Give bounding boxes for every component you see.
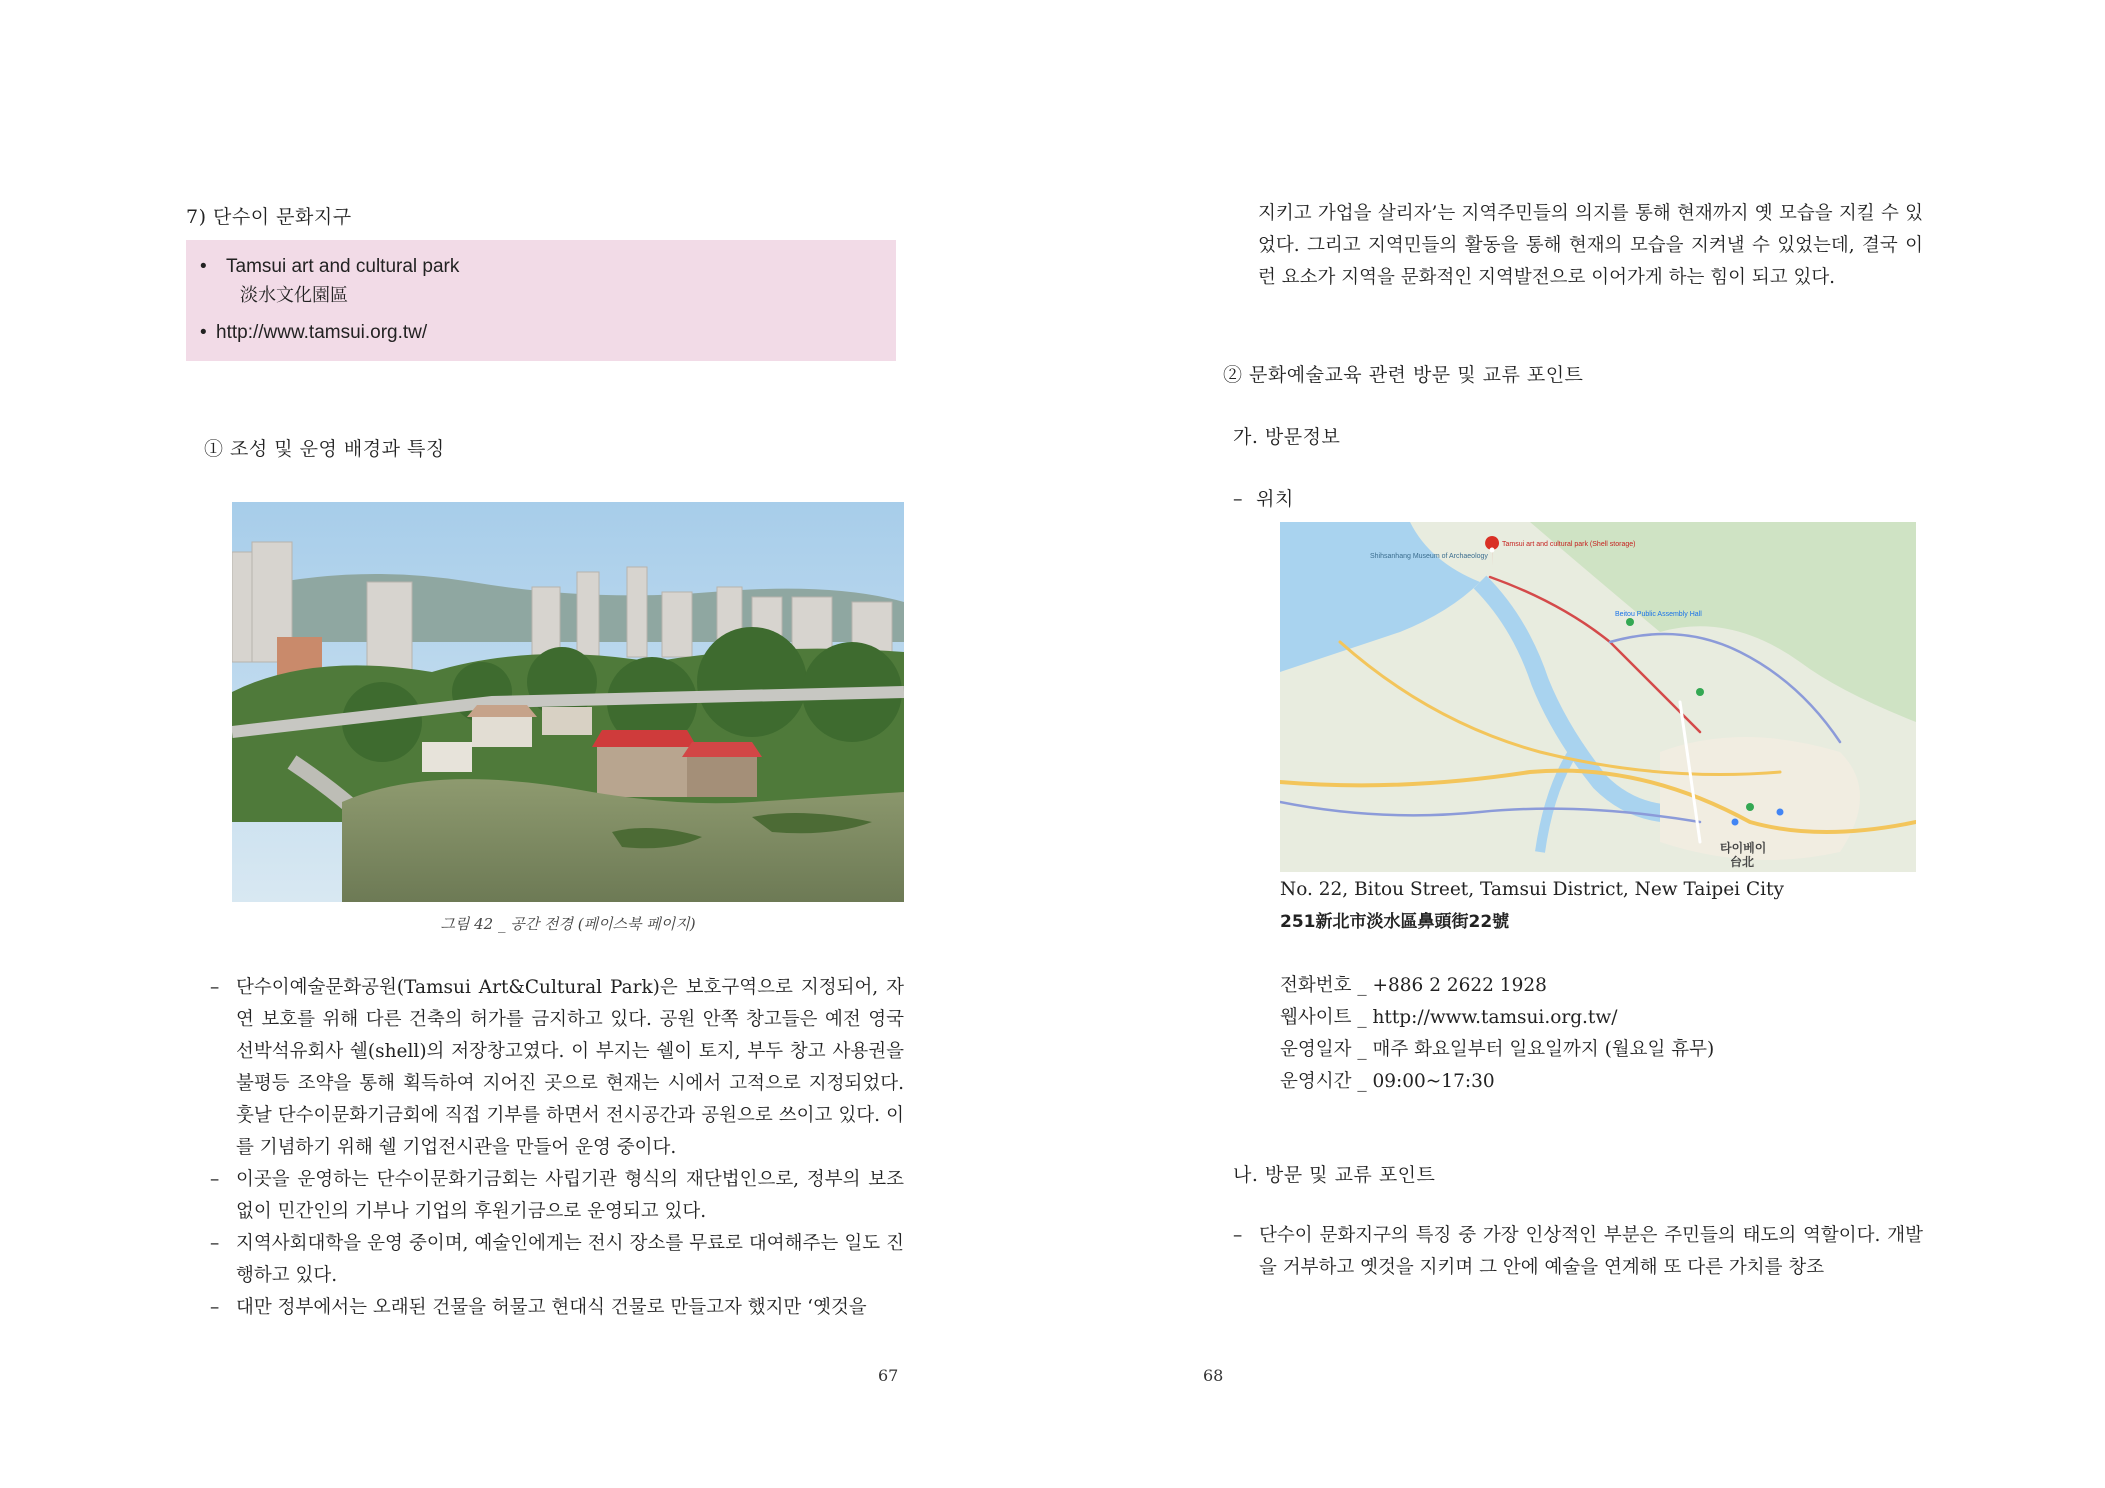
page-number: 67 xyxy=(878,1366,899,1385)
page-number: 68 xyxy=(1203,1366,1224,1385)
list-item: – 대만 정부에서는 오래된 건물을 허물고 현대식 건물로 만들고자 했지만 ‘옛것을 xyxy=(210,1292,904,1324)
figure-caption: 그림 42 _ 공간 전경 (페이스북 페이지) xyxy=(440,915,696,933)
park-photo xyxy=(232,502,904,902)
map-museum-label: Shihsanhang Museum of Archaeology xyxy=(1370,553,1488,560)
continuation-text: 지키고 가업을 살리자’는 지역주민들의 의지를 통해 현재까지 옛 모습을 지킬 수 있었다. 그리고 지역민들의 활동을 통해 현재의 모습을 지켜낼 수 있었는데, 결국 이런 요소가 지역을 문화적인 지역발전으로 이어가게 하는 힘이 되고 있다. xyxy=(1258,203,1923,288)
dash-icon: – xyxy=(1233,1225,1243,1246)
list-item: – 이곳을 운영하는 단수이문화기금회는 사립기관 형식의 재단법인으로, 정부의 보조 없이 민간인의 기부나 기업의 후원기금으로 운영되고 있다. xyxy=(210,1164,904,1228)
bullet-list xyxy=(210,972,904,1324)
list-item: – 단수이예술문화공원(Tamsui Art&Cultural Park)은 보호구역으로 지정되어, 자연 보호를 위해 다른 건축의 허가를 금지하고 있다. 공원 안쪽 창고들은 예전 영국 선박석유회사 쉘(shell)의 저장창고였다. 이 부지는 쉘이 토지, 부두 창고 사용권을 불평등 조약을 통해 획득하여 지어진 곳으로 현재는 시에서 고적으로 지정되었다. 훗날 단수이문화기금회에 직접 기부를 하면서 전시공간과 공원으로 쓰이고 있다. 이를 기념하기 위해 쉘 기업전시관을 만들어 운영 중이다. xyxy=(210,972,904,1164)
info-box xyxy=(186,240,896,361)
website-text[interactable]: 웹사이트 _ http://www.tamsui.org.tw/ xyxy=(1280,1007,1618,1028)
map-city-ko-label: 타이베이 xyxy=(1720,841,1767,855)
dash-icon: – xyxy=(210,977,220,998)
subsection-heading: ① 조성 및 운영 배경과 특징 xyxy=(204,438,445,460)
map-pin-label: Tamsui art and cultural park (Shell storage) xyxy=(1502,541,1636,548)
points-heading: 나. 방문 및 교류 포인트 xyxy=(1233,1164,1436,1186)
list-item: – 단수이 문화지구의 특징 중 가장 인상적인 부분은 주민들의 태도의 역할이다. 개발을 거부하고 옛것을 지키며 그 안에 예술을 연계해 또 다른 가치를 창조 xyxy=(1233,1220,1923,1284)
phone-text: 전화번호 _ +886 2 2622 1928 xyxy=(1280,975,1547,996)
bullet-icon: • xyxy=(200,322,207,343)
points-list xyxy=(1233,1220,1923,1284)
contact-block xyxy=(1280,970,1714,1098)
map-city-zh-label: 台北 xyxy=(1730,855,1755,869)
address-en: No. 22, Bitou Street, Tamsui District, New Taipei City xyxy=(1280,879,1784,900)
park-name-zh: 淡水文化園區 xyxy=(240,285,348,306)
visit-info-heading: 가. 방문정보 xyxy=(1233,426,1341,448)
location-row xyxy=(1233,484,1294,511)
bullet-icon: • xyxy=(200,256,207,277)
dash-icon: – xyxy=(210,1233,220,1254)
dash-icon: – xyxy=(210,1169,220,1190)
info-url-row xyxy=(200,318,882,348)
open-hours-text: 운영시간 _ 09:00~17:30 xyxy=(1280,1071,1495,1092)
subsection-heading: ② 문화예술교육 관련 방문 및 교류 포인트 xyxy=(1223,364,1584,386)
left-page xyxy=(0,0,1052,1488)
info-name-row xyxy=(200,252,882,282)
right-page xyxy=(1053,0,2105,1488)
section-heading: 7) 단수이 문화지구 xyxy=(186,206,352,228)
list-item: – 지역사회대학을 운영 중이며, 예술인에게는 전시 장소를 무료로 대여해주는 일도 진행하고 있다. xyxy=(210,1228,904,1292)
park-url-link[interactable]: http://www.tamsui.org.tw/ xyxy=(216,322,428,343)
location-map[interactable] xyxy=(1280,522,1916,872)
address-zh: 251新北市淡水區鼻頭街22號 xyxy=(1280,912,1510,932)
map-hall-label: Beitou Public Assembly Hall xyxy=(1615,611,1702,618)
location-label: 위치 xyxy=(1256,488,1294,510)
dash-icon: – xyxy=(210,1297,220,1318)
park-name-en: Tamsui art and cultural park xyxy=(226,256,460,277)
dash-icon: – xyxy=(1233,488,1257,510)
open-days-text: 운영일자 _ 매주 화요일부터 일요일까지 (월요일 휴무) xyxy=(1280,1039,1715,1060)
